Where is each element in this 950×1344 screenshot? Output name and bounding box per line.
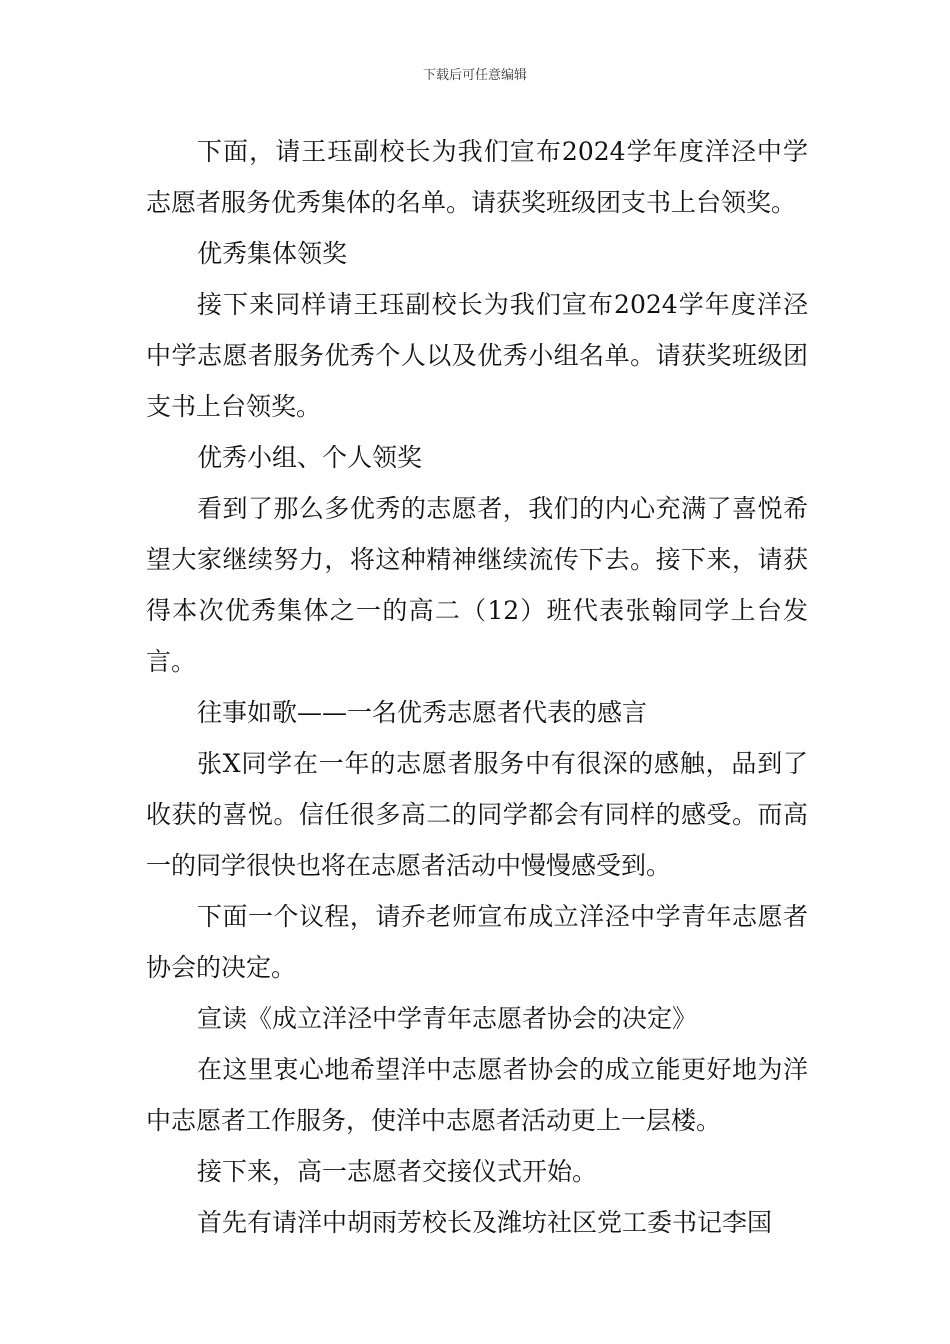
paragraph: 下面，请王珏副校长为我们宣布2024学年度洋泾中学志愿者服务优秀集体的名单。请获奖班级团支书上台领奖。 bbox=[146, 137, 808, 217]
document-body bbox=[146, 126, 808, 1248]
paragraph: 看到了那么多优秀的志愿者，我们的内心充满了喜悦希望大家继续努力，将这种精神继续流传下去。接下来，请获得本次优秀集体之一的高二（12）班代表张翰同学上台发言。 bbox=[146, 494, 808, 676]
paragraph: 接下来，高一志愿者交接仪式开始。 bbox=[197, 1157, 598, 1186]
paragraph: 张X同学在一年的志愿者服务中有很深的感触，品到了收获的喜悦。信任很多高二的同学都会有同样的感受。而高一的同学很快也将在志愿者活动中慢慢感受到。 bbox=[146, 749, 808, 880]
paragraph: 首先有请洋中胡雨芳校长及潍坊社区党工委书记李国 bbox=[197, 1208, 773, 1237]
paragraph: 在这里衷心地希望洋中志愿者协会的成立能更好地为洋中志愿者工作服务，使洋中志愿者活动更上一层楼。 bbox=[146, 1055, 808, 1135]
paragraph: 优秀小组、个人领奖 bbox=[197, 443, 423, 472]
paragraph: 宣读《成立洋泾中学青年志愿者协会的决定》 bbox=[197, 1004, 698, 1033]
page-header: 下载后可任意编辑 bbox=[422, 68, 527, 83]
paragraph: 优秀集体领奖 bbox=[197, 239, 348, 268]
paragraph: 往事如歌——一名优秀志愿者代表的感言 bbox=[197, 698, 648, 727]
paragraph: 下面一个议程，请乔老师宣布成立洋泾中学青年志愿者协会的决定。 bbox=[146, 902, 808, 982]
paragraph: 接下来同样请王珏副校长为我们宣布2024学年度洋泾中学志愿者服务优秀个人以及优秀小组名单。请获奖班级团支书上台领奖。 bbox=[146, 290, 808, 421]
